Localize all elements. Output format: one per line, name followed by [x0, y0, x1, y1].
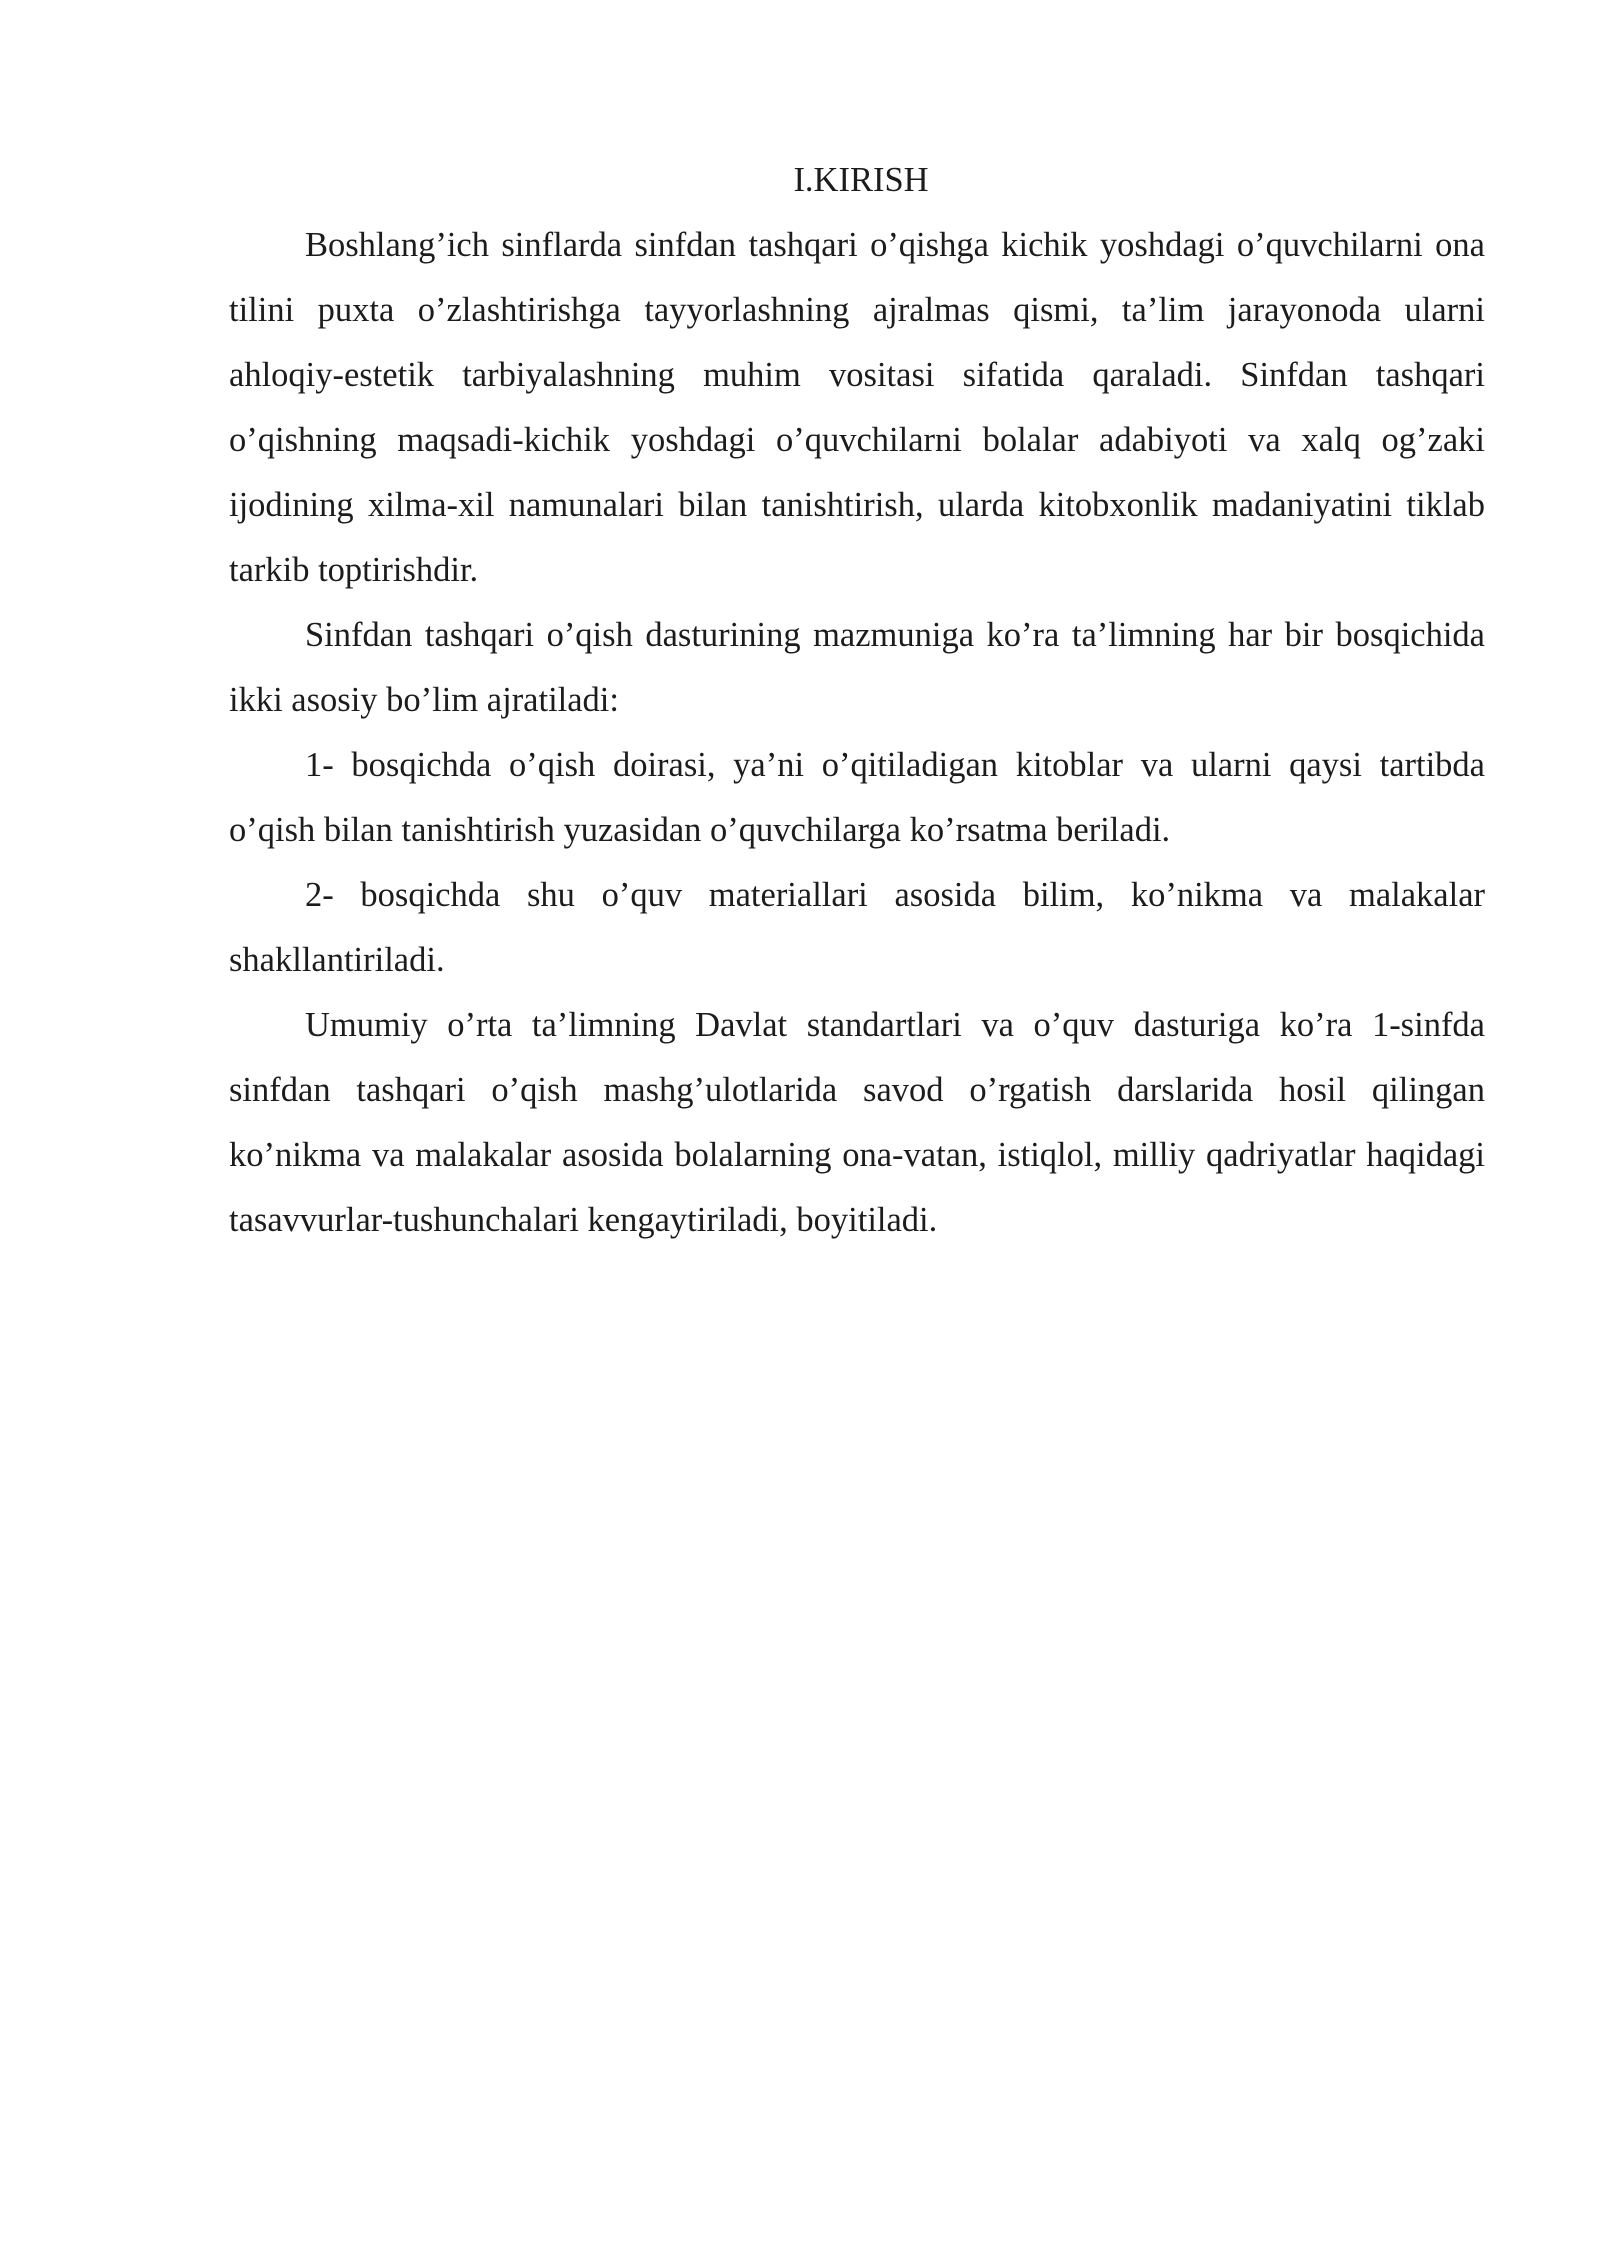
paragraph-stage-1: 1- bosqichda o’qish doirasi, ya’ni o’qitiladigan kitoblar va ularni qaysi tartibda o’qish bilan tanishtirish yuzasidan o’quvchilarga ko’rsatma beriladi. — [229, 746, 1485, 849]
document-body — [229, 148, 1485, 1253]
paragraph-program-content: Sinfdan tashqari o’qish dasturining mazmuniga ko’ra ta’limning har bir bosqichida ikki asosiy bo’lim ajratiladi: — [229, 616, 1485, 719]
paragraph-intro: Boshlang’ich sinflarda sinfdan tashqari o’qishga kichik yoshdagi o’quvchilarni ona tilini puxta o’zlashtirishga tayyorlashning ajralmas qismi, ta’lim jarayonoda ularni ahloqiy-estetik tarbiyalashning muhim vositasi sifatida qaraladi. Sinfdan tashqari o’qishning maqsadi-kichik yoshdagi o’quvchilarni bolalar adabiyoti va xalq og’zaki ijodining xilma-xil namunalari bilan tanishtirish, ularda kitobxonlik madaniyatini tiklab tarkib toptirishdir. — [229, 226, 1485, 589]
paragraph-stage-2: 2- bosqichda shu o’quv materiallari asosida bilim, ko’nikma va malakalar shakllantiriladi. — [229, 876, 1485, 979]
paragraph-standards: Umumiy o’rta ta’limning Davlat standartlari va o’quv dasturiga ko’ra 1-sinfda sinfdan tashqari o’qish mashg’ulotlarida savod o’rgatish darslarida hosil qilingan ko’nikma va malakalar asosida bolalarning ona-vatan, istiqlol, milliy qadriyatlar haqidagi tasavvurlar-tushunchalari kengaytiriladi, boyitiladi. — [229, 1006, 1485, 1239]
section-title: I.KIRISH — [793, 161, 929, 199]
